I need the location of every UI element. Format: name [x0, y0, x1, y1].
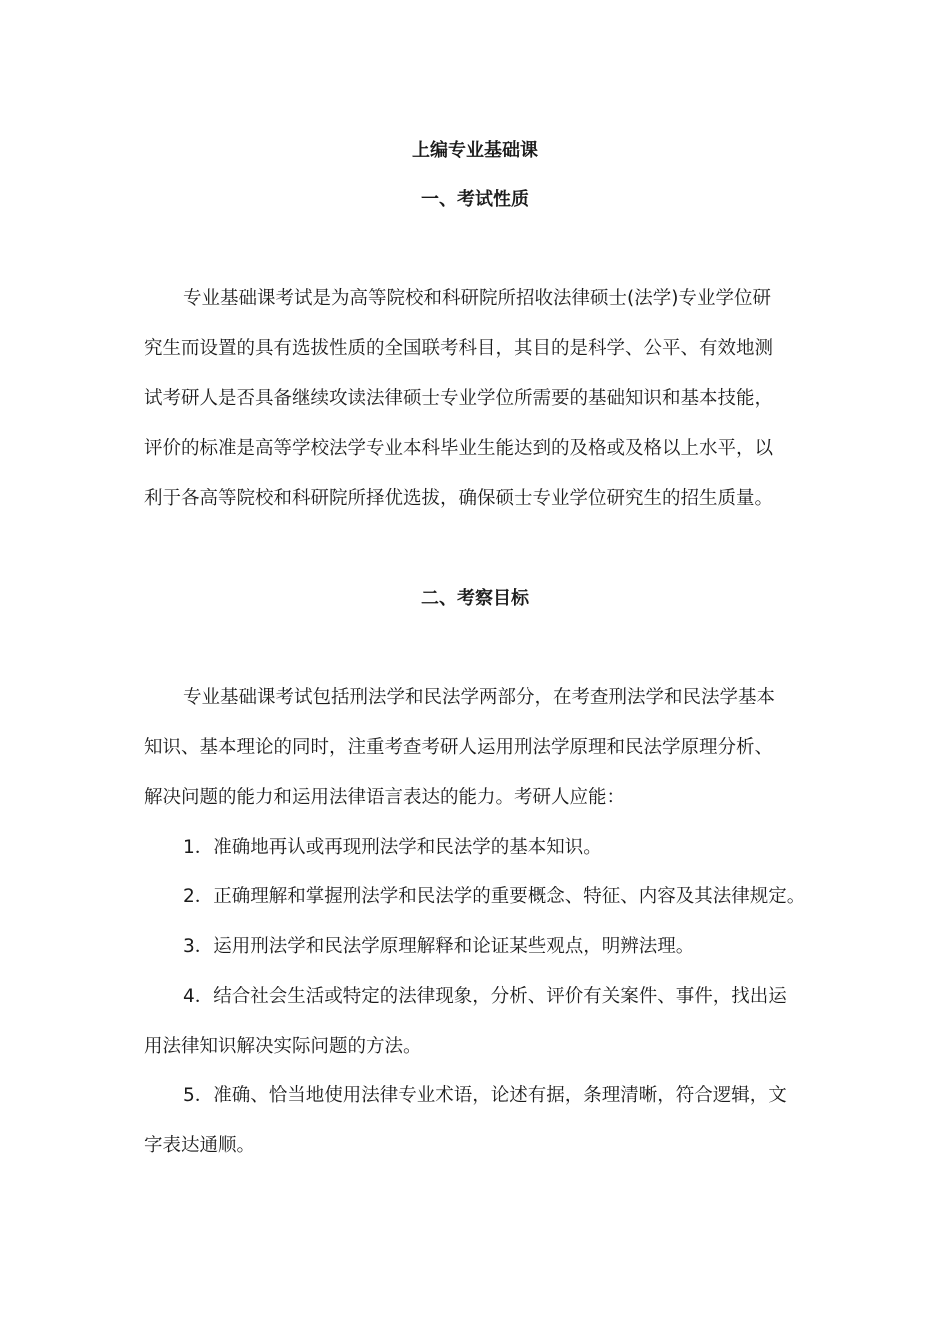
list-item-5: 5．准确、恰当地使用法律专业术语，论述有据，条理清晰，符合逻辑，文 — [183, 1085, 787, 1106]
list-item-3: 3．运用刑法学和民法学原理解释和论证某些观点，明辨法理。 — [183, 936, 695, 957]
section-2-heading: 二、考察目标 — [421, 588, 529, 609]
list-item-5-continuation: 字表达通顺。 — [144, 1135, 256, 1156]
list-item-2: 2．正确理解和掌握刑法学和民法学的重要概念、特征、内容及其法律规定。 — [183, 886, 806, 907]
paragraph-line: 试考研人是否具备继续攻读法律硕士专业学位所需要的基础知识和基本技能， — [144, 388, 774, 409]
list-item-4-continuation: 用法律知识解决实际问题的方法。 — [144, 1036, 422, 1057]
section-1-heading: 一、考试性质 — [421, 189, 529, 210]
paragraph-line: 评价的标准是高等学校法学专业本科毕业生能达到的及格或及格以上水平，以 — [144, 438, 774, 459]
list-item-4: 4．结合社会生活或特定的法律现象，分析、评价有关案件、事件，找出运 — [183, 986, 787, 1007]
paragraph-line: 解决问题的能力和运用法律语言表达的能力。考研人应能： — [144, 787, 626, 808]
paragraph-line: 究生而设置的具有选拔性质的全国联考科目，其目的是科学、公平、有效地测 — [144, 338, 774, 359]
document-title: 上编专业基础课 — [412, 140, 538, 161]
paragraph-line: 利于各高等院校和科研院所择优选拔，确保硕士专业学位研究生的招生质量。 — [144, 488, 774, 509]
paragraph-line: 知识、基本理论的同时，注重考查考研人运用刑法学原理和民法学原理分析、 — [144, 737, 774, 758]
list-item-1: 1．准确地再认或再现刑法学和民法学的基本知识。 — [183, 837, 602, 858]
paragraph-line: 专业基础课考试是为高等院校和科研院所招收法律硕士(法学)专业学位研 — [183, 288, 771, 309]
paragraph-line: 专业基础课考试包括刑法学和民法学两部分，在考查刑法学和民法学基本 — [183, 687, 776, 708]
